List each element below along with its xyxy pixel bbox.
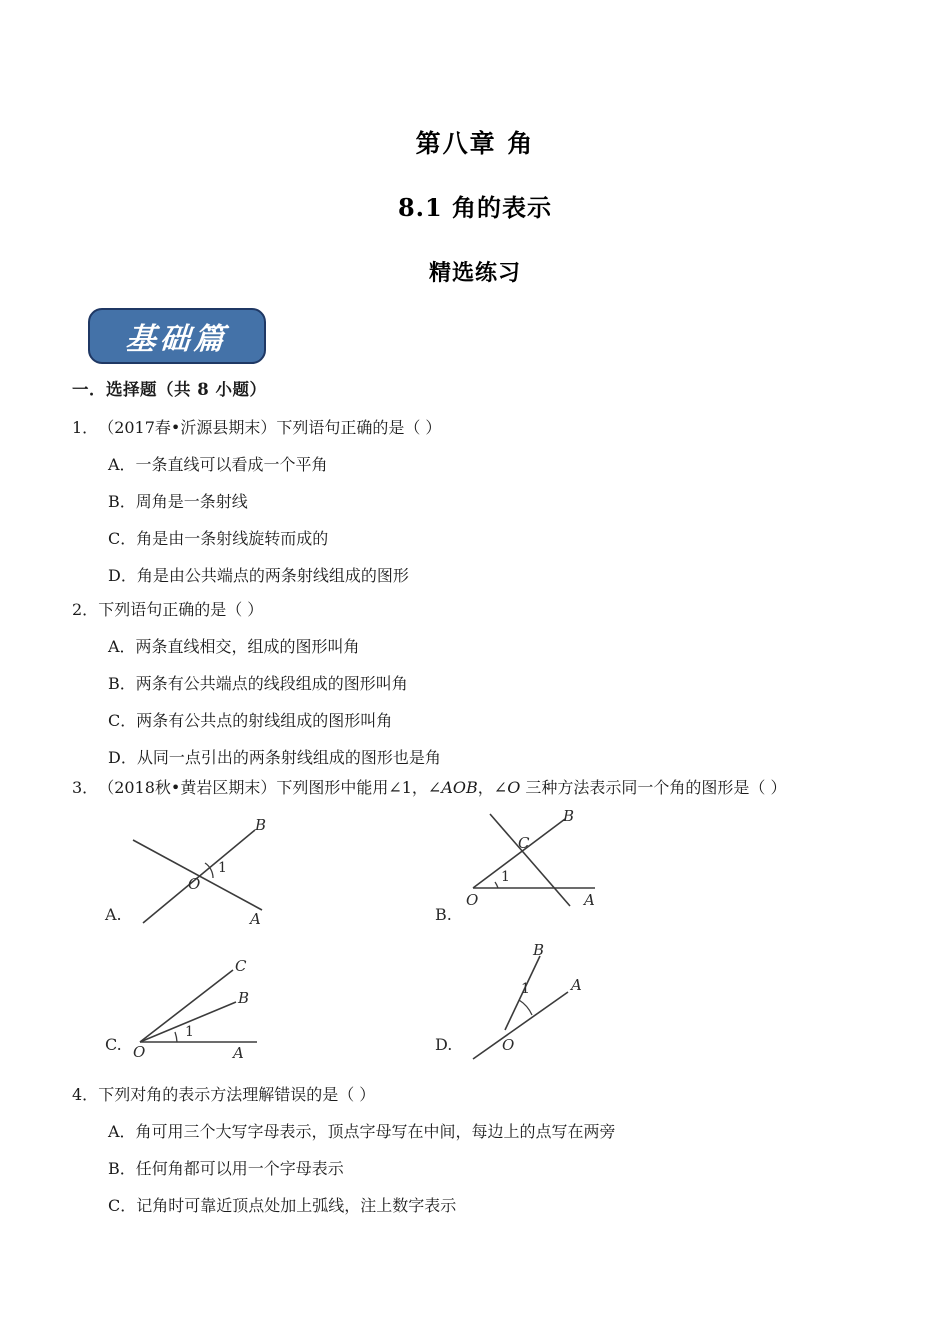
question-1-option-a: A．一条直线可以看成一个平角 — [108, 455, 328, 474]
figure-d-option-letter: D. — [435, 1035, 453, 1054]
figure-c-label-a: A — [233, 1044, 244, 1060]
question-2-option-b: B．两条有公共端点的线段组成的图形叫角 — [108, 674, 408, 693]
figure-c-label-o: O — [133, 1043, 146, 1060]
question-1-option-b: B．周角是一条射线 — [108, 492, 248, 511]
question-4-option-a: A．角可用三个大写字母表示，顶点字母写在中间，每边上的点写在两旁 — [108, 1122, 616, 1141]
basics-badge — [88, 308, 266, 364]
figure-b-drawing — [432, 810, 732, 930]
figure-a-drawing — [100, 810, 400, 930]
question-3-angle-aob: AOB — [441, 778, 478, 797]
figure-c-label-angle: 1 — [185, 1024, 194, 1040]
figure-d-label-angle: 1 — [521, 981, 530, 997]
figure-b-label-o: O — [466, 891, 479, 909]
question-3 — [72, 778, 787, 798]
section-title: 8.1 角的表示 — [397, 193, 553, 222]
figure-option-d — [432, 940, 732, 1060]
question-3-angle-o: O — [507, 778, 521, 797]
figure-option-a — [100, 810, 400, 930]
question-4-number: 4． — [72, 1085, 99, 1104]
question-3-stem-text-2: ，∠ — [477, 778, 508, 797]
figure-b-label-angle: 1 — [501, 869, 510, 885]
figure-b-angle-arc — [495, 882, 498, 888]
figure-a-label-o: O — [188, 875, 201, 893]
question-3-stem-text-3: 三种方法表示同一个角的图形是（ ） — [520, 778, 787, 797]
question-4-stem-text: 下列对角的表示方法理解错误的是（ ） — [98, 1085, 376, 1104]
figure-d-label-b: B — [533, 941, 545, 959]
figure-option-b — [432, 810, 732, 930]
figure-a-label-a: A — [250, 910, 261, 928]
figure-b-transversal — [490, 814, 570, 906]
figure-c-option-letter: C. — [105, 1035, 122, 1054]
basics-badge-label: 基础篇 — [124, 322, 229, 357]
figure-c-label-b: B — [238, 989, 250, 1007]
question-2-option-d: D．从同一点引出的两条射线组成的图形也是角 — [108, 748, 441, 767]
question-3-number: 3． — [72, 778, 99, 797]
figure-c-angle-arc — [175, 1032, 177, 1042]
figure-b-label-a: A — [584, 891, 595, 909]
question-4 — [72, 1085, 616, 1216]
question-3-figure-group — [0, 800, 950, 1070]
figure-option-c — [100, 940, 400, 1060]
question-2-option-c: C．两条有公共点的射线组成的图形叫角 — [108, 711, 393, 730]
figure-a-option-letter: A. — [105, 905, 122, 924]
question-3-stem-text-1: （2018秋•黄岩区期末）下列图形中能用∠1，∠ — [98, 778, 442, 797]
figure-d-drawing — [432, 940, 732, 1060]
question-1-stem-text: （2017春•沂源县期末）下列语句正确的是（ ） — [98, 418, 442, 437]
figure-d-angle-arc — [519, 1000, 532, 1015]
figure-d-line-oa — [473, 992, 568, 1059]
practice-title: 精选练习 — [428, 260, 521, 286]
figure-b-label-b: B — [563, 810, 575, 825]
figure-a-label-b: B — [255, 816, 267, 834]
question-2-stem — [72, 600, 441, 620]
figure-d-label-a: A — [571, 976, 582, 994]
question-1 — [72, 418, 441, 586]
figure-a-label-angle: 1 — [218, 860, 227, 876]
figure-c-drawing — [100, 940, 400, 1060]
question-1-option-c: C．角是由一条射线旋转而成的 — [108, 529, 329, 548]
question-2-stem-text: 下列语句正确的是（ ） — [98, 600, 264, 619]
question-2-number: 2． — [72, 600, 99, 619]
question-3-stem — [72, 778, 787, 798]
chapter-title: 第八章 角 — [415, 129, 535, 158]
section-heading: 一．选择题（共 8 小题） — [72, 380, 267, 399]
question-1-stem — [72, 418, 441, 438]
figure-b-option-letter: B. — [435, 905, 452, 924]
question-2 — [72, 600, 441, 768]
question-1-number: 1． — [72, 418, 99, 437]
question-4-option-b: B．任何角都可以用一个字母表示 — [108, 1159, 344, 1178]
question-2-option-a: A．两条直线相交，组成的图形叫角 — [108, 637, 360, 656]
figure-b-label-c: C — [518, 834, 530, 852]
figure-c-label-c: C — [235, 957, 247, 975]
question-4-stem — [72, 1085, 616, 1105]
question-4-option-c: C．记角时可靠近顶点处加上弧线，注上数字表示 — [108, 1196, 457, 1215]
figure-b-ray-ob — [473, 819, 565, 888]
question-1-option-d: D．角是由公共端点的两条射线组成的图形 — [108, 566, 409, 585]
figure-d-label-o: O — [502, 1036, 515, 1054]
